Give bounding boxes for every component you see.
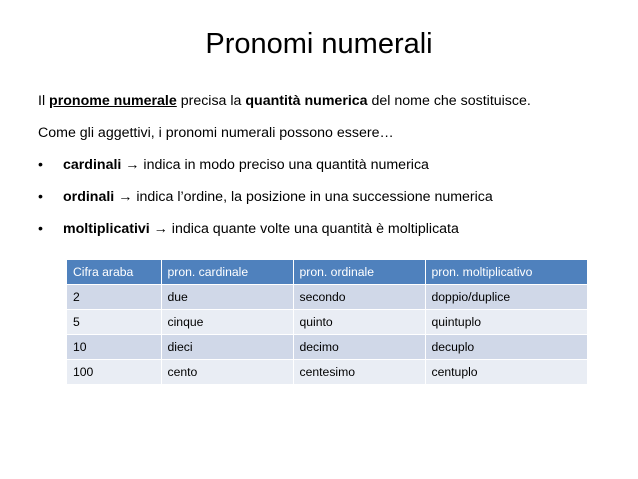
cell-moltiplicativo: doppio/duplice [425, 285, 587, 310]
intro-suffix: del nome che sostituisce. [367, 93, 531, 109]
bullet-list [38, 155, 493, 251]
table-header-row [67, 260, 587, 285]
cell-cifra: 2 [67, 285, 161, 310]
intro-paragraph [38, 91, 531, 111]
table-row [67, 360, 587, 385]
cell-ordinale: secondo [293, 285, 425, 310]
cell-cifra: 10 [67, 335, 161, 360]
cell-ordinale: decimo [293, 335, 425, 360]
bullet-text: → indica in modo preciso una quantità numerica [121, 157, 429, 173]
intro-bold: quantità numerica [245, 93, 368, 109]
cell-cardinale: cinque [161, 310, 293, 335]
intro-middle: precisa la [176, 93, 246, 109]
bullet-text: → indica quante volte una quantità è moltiplicata [149, 221, 459, 237]
cell-moltiplicativo: quintuplo [425, 310, 587, 335]
bullet-text: → indica l’ordine, la posizione in una successione numerica [114, 189, 493, 205]
bullet-term: moltiplicativi [63, 221, 150, 237]
cell-moltiplicativo: centuplo [425, 360, 587, 385]
table-row [67, 285, 587, 310]
bullet-item-ordinali [38, 187, 493, 207]
bullet-icon: • [38, 157, 43, 173]
cell-cardinale: cento [161, 360, 293, 385]
cell-cardinale: due [161, 285, 293, 310]
header-cardinale: pron. cardinale [161, 260, 293, 285]
bullet-term: cardinali [63, 157, 122, 173]
intro-prefix: Il [38, 93, 50, 109]
numerals-table [67, 260, 587, 385]
cell-ordinale: quinto [293, 310, 425, 335]
slide-title: Pronomi numerali [205, 28, 433, 60]
table-row [67, 310, 587, 335]
intro-term: pronome numerale [49, 93, 177, 109]
header-moltiplicativo: pron. moltiplicativo [425, 260, 587, 285]
second-line: Come gli aggettivi, i pronomi numerali possono essere… [38, 125, 394, 141]
header-ordinale: pron. ordinale [293, 260, 425, 285]
bullet-term: ordinali [63, 189, 115, 205]
bullet-item-moltiplicativi [38, 219, 493, 239]
table-row [67, 335, 587, 360]
bullet-icon: • [38, 189, 43, 205]
cell-ordinale: centesimo [293, 360, 425, 385]
cell-cifra: 5 [67, 310, 161, 335]
cell-cardinale: dieci [161, 335, 293, 360]
bullet-item-cardinali [38, 155, 493, 175]
bullet-icon: • [38, 221, 43, 237]
header-cifra-araba: Cifra araba [67, 260, 161, 285]
cell-moltiplicativo: decuplo [425, 335, 587, 360]
cell-cifra: 100 [67, 360, 161, 385]
